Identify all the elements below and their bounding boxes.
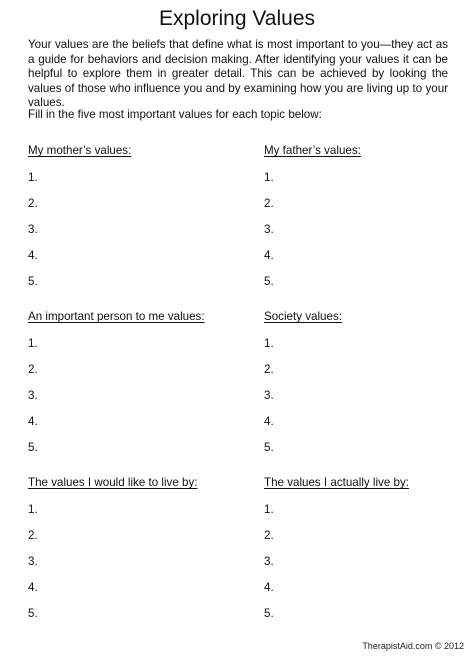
list-item: 2.: [28, 197, 38, 210]
list-item: 3.: [28, 389, 38, 402]
list-item: 2.: [28, 529, 38, 542]
value-list: [28, 337, 228, 455]
list-item: 3.: [264, 223, 274, 236]
page-title: Exploring Values: [158, 7, 316, 30]
list-item: 2.: [264, 197, 274, 210]
footer-credit: TherapistAid.com © 2012: [362, 641, 464, 651]
list-item: 2.: [28, 363, 38, 376]
list-item: 4.: [264, 249, 274, 262]
list-item: 5.: [264, 607, 274, 620]
list-item: 1.: [264, 337, 274, 350]
value-list: [264, 337, 464, 455]
list-item: 1.: [28, 171, 38, 184]
list-item: 4.: [28, 249, 38, 262]
list-item: 1.: [28, 503, 38, 516]
value-list: [264, 171, 464, 289]
section-society-values: [264, 310, 464, 455]
value-list: [28, 171, 228, 289]
section-title: The values I would like to live by:: [28, 476, 198, 489]
list-item: 4.: [28, 581, 38, 594]
section-title: My father’s values:: [264, 144, 361, 157]
section-title: An important person to me values:: [28, 310, 205, 323]
section-fathers-values: [264, 144, 464, 289]
list-item: 5.: [28, 441, 38, 454]
list-item: 2.: [264, 529, 274, 542]
list-item: 1.: [28, 337, 38, 350]
list-item: 5.: [28, 607, 38, 620]
list-item: 4.: [28, 415, 38, 428]
value-list: [28, 503, 228, 621]
list-item: 5.: [264, 441, 274, 454]
list-item: 1.: [264, 503, 274, 516]
list-item: 3.: [28, 555, 38, 568]
section-actually-live-values: [264, 476, 464, 621]
value-list: [264, 503, 464, 621]
list-item: 4.: [264, 581, 274, 594]
section-mothers-values: [28, 144, 228, 289]
section-title: Society values:: [264, 310, 342, 323]
list-item: 3.: [264, 555, 274, 568]
list-item: 5.: [28, 275, 38, 288]
section-title: My mother’s values:: [28, 144, 132, 157]
section-title: The values I actually live by:: [264, 476, 409, 489]
list-item: 5.: [264, 275, 274, 288]
list-item: 3.: [28, 223, 38, 236]
list-item: 1.: [264, 171, 274, 184]
section-important-person-values: [28, 310, 228, 455]
instruction-text: Fill in the five most important values for each topic below:: [28, 108, 322, 121]
list-item: 2.: [264, 363, 274, 376]
section-would-like-values: [28, 476, 228, 621]
intro-paragraph: Your values are the beliefs that define what is most important to you—they act as a guide for behaviors and decision making. After identifying your values it can be helpful to explore them in greater detail. This can be achieved by looking the values of those who influence you and by examining how you are living up to your values.: [28, 38, 448, 110]
list-item: 3.: [264, 389, 274, 402]
list-item: 4.: [264, 415, 274, 428]
